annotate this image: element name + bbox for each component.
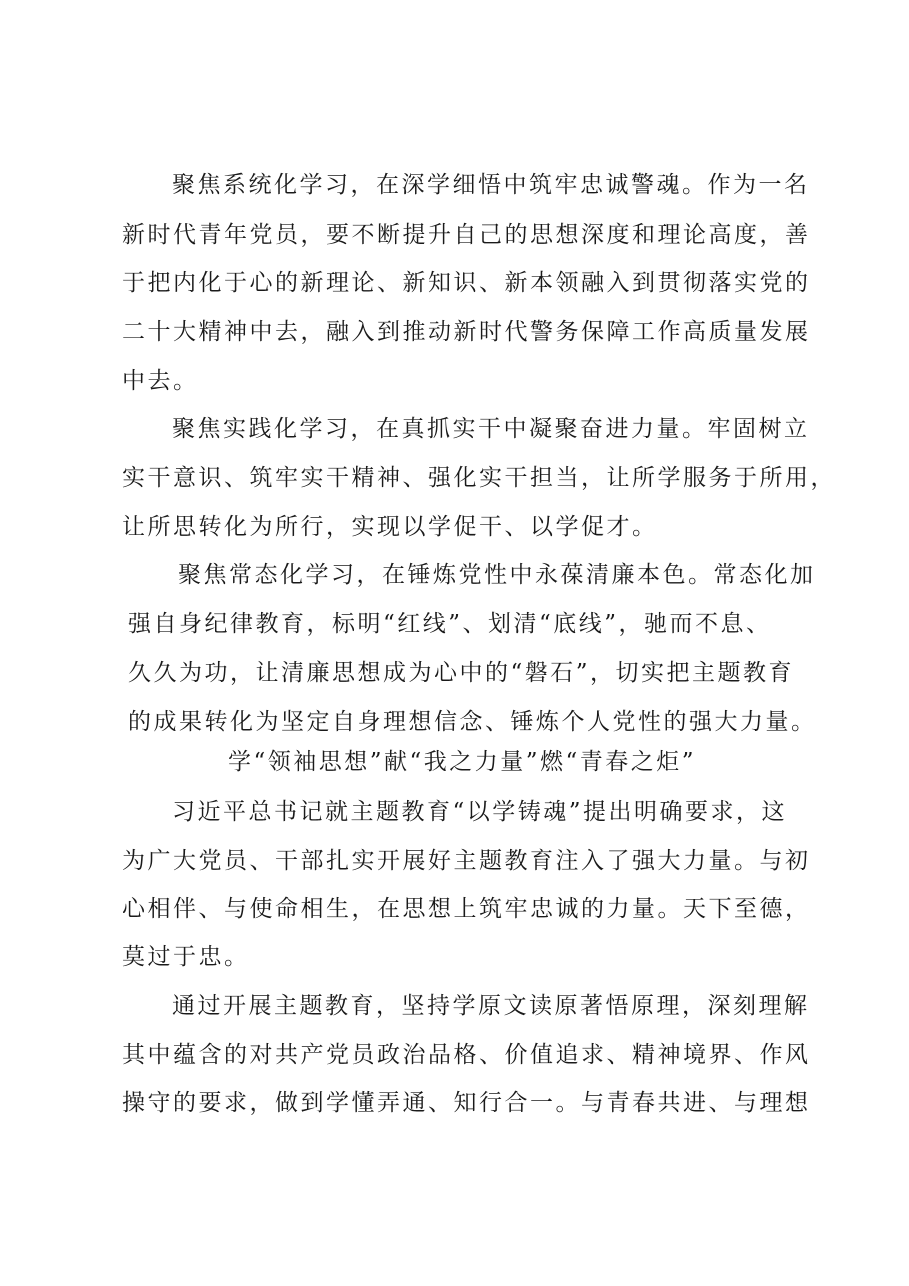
paragraph-2-line-3: 让所思转化为所行，实现以学促干、以学促才。: [122, 514, 658, 540]
section-title: 学“领袖思想”献“我之力量”燃“青春之炬”: [228, 749, 697, 775]
paragraph-4-line-1: 习近平总书记就主题教育“以学铸魂”提出明确要求，这: [172, 799, 788, 825]
paragraph-3-line-4: 的成果转化为坚定自身理想信念、锤炼个人党性的强大力量。: [128, 709, 817, 735]
paragraph-2-line-2: 实干意识、筑牢实干精神、强化实干担当，让所学服务于所用，: [122, 465, 836, 491]
paragraph-3-line-2: 强自身纪律教育，标明“红线”、划清“底线”，驰而不息、: [128, 611, 772, 637]
paragraph-4-line-4: 莫过于忠。: [122, 944, 250, 970]
paragraph-2-line-1: 聚焦实践化学习，在真抓实干中凝聚奋进力量。牢固树立: [172, 416, 810, 442]
paragraph-1-line-1: 聚焦系统化学习，在深学细悟中筑牢忠诚警魂。作为一名: [172, 172, 810, 198]
paragraph-3-line-1: 聚焦常态化学习，在锤炼党性中永葆清廉本色。常态化加: [178, 562, 816, 588]
paragraph-5-line-1: 通过开展主题教育，坚持学原文读原著悟原理，深刻理解: [172, 993, 810, 1019]
paragraph-4-line-3: 心相伴、与使命相生，在思想上筑牢忠诚的力量。天下至德，: [122, 896, 811, 922]
paragraph-3-line-3: 久久为功，让清廉思想成为心中的“磐石”，切实把主题教育: [128, 660, 795, 686]
paragraph-1-line-5: 中去。: [122, 368, 199, 394]
paragraph-5-line-3: 操守的要求，做到学懂弄通、知行合一。与青春共进、与理想: [122, 1090, 811, 1116]
paragraph-5-line-2: 其中蕴含的对共产党员政治品格、价值追求、精神境界、作风: [122, 1042, 811, 1068]
paragraph-1-line-3: 于把内化于心的新理论、新知识、新本领融入到贯彻落实党的: [122, 270, 811, 296]
paragraph-1-line-4: 二十大精神中去，融入到推动新时代警务保障工作高质量发展: [122, 319, 811, 345]
paragraph-4-line-2: 为广大党员、干部扎实开展好主题教育注入了强大力量。与初: [122, 848, 811, 874]
paragraph-1-line-2: 新时代青年党员，要不断提升自己的思想深度和理论高度，善: [122, 222, 811, 248]
